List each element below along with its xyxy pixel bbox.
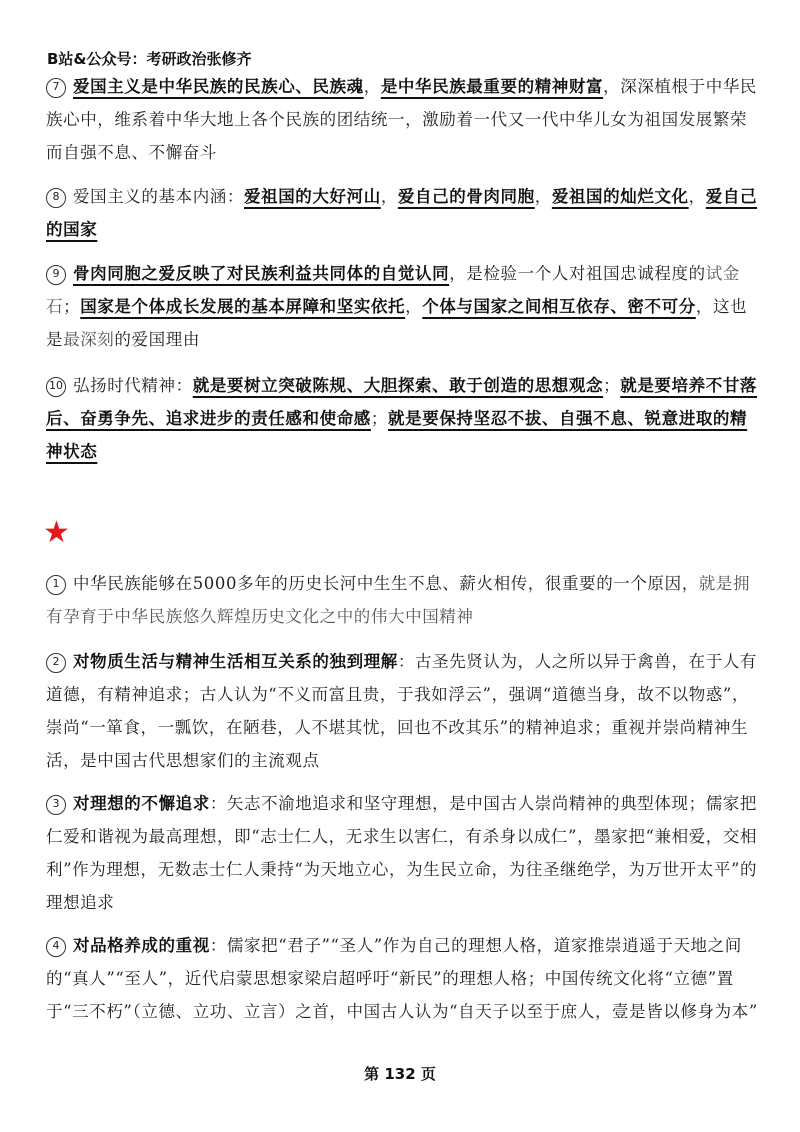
body-text: ；	[370, 409, 389, 428]
emphasis-text: 国家是个体成长发展的基本屏障和坚实依托	[80, 297, 406, 316]
body-text: ，	[688, 187, 706, 206]
gray-text: 最深刻	[63, 330, 115, 349]
list-item-10	[46, 369, 758, 468]
list-item-9	[46, 257, 758, 356]
item-number-circle: 7	[46, 78, 66, 98]
body-text: ；	[603, 376, 621, 395]
body-text: ：儒家把“君子”“圣人”作为自己的理想人格，道家推崇逍遥于天地之间的“真人”“至人”，近代启蒙思想家梁启超呼吁“新民”的理想人格；中国传统文化将“立德”置于“三不朽”（立德、立功、立言）之首，中国古人认为“自天子以至于庶人，壹是皆以修身为本”	[46, 936, 758, 1021]
list-item-4	[46, 929, 758, 1028]
item-number-circle: 9	[46, 265, 66, 285]
body-text: 的爱国理由	[114, 330, 200, 349]
body-text: 爱国主义的基本内涵：	[73, 187, 244, 206]
body-text: ，这也是	[46, 297, 748, 349]
emphasis-text: 爱祖国的灿烂文化	[551, 187, 689, 206]
body-text: 中华民族能够在5000多年的历史长河中生生不息、薪火相传，很重要的一个原因，	[73, 574, 699, 593]
list-item-7	[46, 70, 758, 169]
emphasis-text: 爱国主义是中华民族的民族心、民族魂	[73, 77, 364, 96]
emphasis-text: 爱祖国的大好河山	[244, 187, 381, 206]
emphasis-text: 就是要培养不甘落后、奋勇争先、追求进步的责任感和使命感	[46, 376, 758, 428]
body-text: ：古圣先贤认为，人之所以异于禽兽，在于人有道德，有精神追求；古人认为“不义而富且贵，于我如浮云”，强调“道德当身，故不以物惑”，崇尚“一箪食，一瓢饮，在陋巷，人不堪其忧，回也不改其乐”的精神追求；重视并崇尚精神生活，是中国古代思想家们的主流观点	[46, 652, 758, 770]
emphasis-text: 爱自己的国家	[46, 187, 758, 239]
emphasis-text: 就是要保持坚忍不拔、自强不息、锐意进取的精神状态	[46, 409, 748, 461]
star-icon: ★	[43, 515, 70, 550]
body-text: ，	[405, 297, 423, 316]
emphasis-text: 爱自己的骨肉同胞	[397, 187, 535, 206]
body-text: ，	[380, 187, 398, 206]
body-text: ：矢志不渝地追求和坚守理想，是中国古人崇尚精神的典型体现；儒家把仁爱和谐视为最高理想，即“志士仁人，无求生以害仁，有杀身以成仁”，墨家把“兼相爱，交相利”作为理想，无数志士仁人秉持“为天地立心，为生民立命，为往圣继绝学，为万世开太平”的理想追求	[46, 794, 758, 912]
body-text: 弘扬时代精神：	[73, 376, 193, 395]
emphasis-text: 是中华民族最重要的精神财富	[380, 77, 604, 96]
list-item-1	[46, 567, 758, 633]
body-text: ，	[363, 77, 381, 96]
item-number-circle: 8	[46, 188, 66, 208]
body-text: ，深深植根于中华民族心中，维系着中华大地上各个民族的团结统一，激励着一代又一代中华儿女为祖国发展繁荣而自强不息、不懈奋斗	[46, 77, 758, 162]
emphasis-text: 就是要树立突破陈规、大胆探索、敢于创造的思想观念	[192, 376, 604, 395]
header-source: B站&公众号：考研政治张修齐	[47, 50, 252, 68]
list-item-8	[46, 180, 758, 246]
gray-text: 就是拥有孕育于中华民族悠久辉煌历史文化之中的伟大中国精神	[46, 574, 751, 626]
item-number-circle: 3	[46, 795, 66, 815]
emphasis-text: 对理想的不懈追求	[73, 794, 210, 813]
list-item-3	[46, 787, 758, 919]
list-item-2	[46, 645, 758, 777]
item-number-circle: 4	[46, 937, 66, 957]
body-text: ，	[534, 187, 552, 206]
emphasis-text: 对品格养成的重视	[73, 936, 210, 955]
item-number-circle: 2	[46, 653, 66, 673]
page-number: 第 132 页	[364, 1065, 436, 1083]
item-number-circle: 10	[46, 377, 66, 397]
body-text: ；	[63, 297, 81, 316]
body-text: ，是检验一个人对祖国忠诚程度的	[449, 264, 706, 283]
emphasis-text: 个体与国家之间相互依存、密不可分	[422, 297, 696, 316]
item-number-circle: 1	[46, 575, 66, 595]
emphasis-text: 对物质生活与精神生活相互关系的独到理解	[73, 652, 398, 671]
emphasis-text: 骨肉同胞之爱反映了对民族利益共同体的自觉认同	[73, 264, 450, 283]
gray-text: 试金石	[46, 264, 740, 316]
